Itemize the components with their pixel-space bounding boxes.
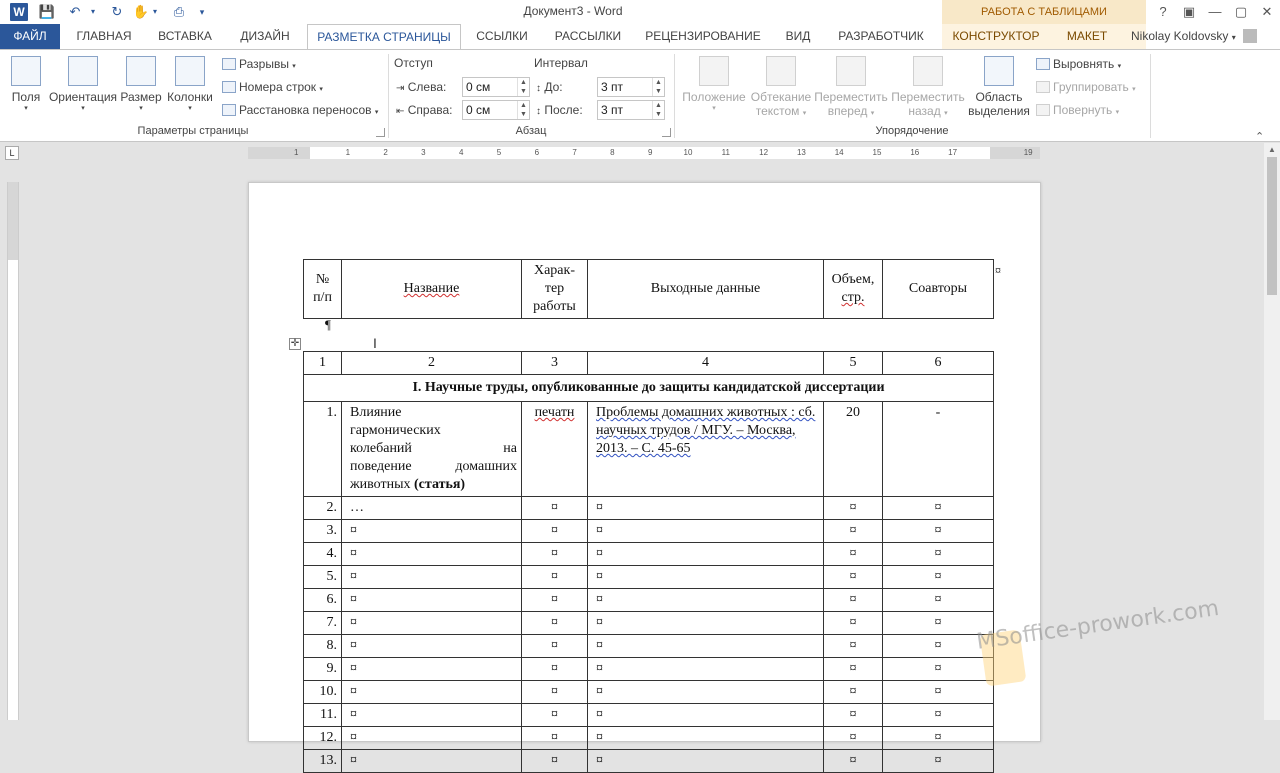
title-cell[interactable]: ¤: [342, 520, 522, 543]
spacing-after-input[interactable]: [597, 100, 665, 120]
tab-mailings[interactable]: РАССЫЛКИ: [554, 29, 622, 43]
number-cell[interactable]: 3: [522, 352, 588, 375]
send-backward-label-2-text: назад: [908, 104, 941, 118]
selection-pane-button[interactable]: [968, 54, 1030, 118]
page-setup-launcher-icon[interactable]: [376, 128, 385, 137]
group-label: Группировать: [1053, 80, 1129, 94]
section-heading-row: [304, 375, 994, 402]
scroll-up-icon[interactable]: ▲: [1268, 145, 1276, 154]
numbers-row: [304, 352, 994, 375]
ruler-number: 7: [572, 148, 577, 157]
cell-mark[interactable]: ¤: [588, 750, 824, 773]
row-number-cell[interactable]: 1.: [304, 402, 342, 497]
avatar[interactable]: [1243, 29, 1257, 43]
ruler-number: 10: [683, 148, 693, 157]
tab-design[interactable]: ДИЗАЙН: [240, 29, 290, 43]
cell-mark[interactable]: ¤: [342, 704, 522, 727]
spacing-title: Интервал: [534, 56, 588, 70]
hyphenation-label: Расстановка переносов: [239, 103, 372, 117]
orientation-icon: [68, 56, 98, 86]
coauthors-cell[interactable]: -: [883, 402, 994, 497]
table-row: [304, 402, 994, 497]
cell-mark[interactable]: ¤: [883, 750, 994, 773]
cell-mark[interactable]: ¤: [588, 704, 824, 727]
cell-mark[interactable]: ¤: [522, 635, 588, 658]
undo-icon[interactable]: ↶: [69, 4, 81, 19]
header-cell-number[interactable]: [304, 260, 342, 319]
row-number-cell[interactable]: 6.: [304, 589, 342, 612]
line-numbers-label: Номера строк: [239, 80, 317, 94]
maximize-button[interactable]: ▢: [1234, 4, 1248, 19]
breaks-label: Разрывы: [239, 57, 289, 71]
position-label: Положение: [682, 90, 746, 104]
table-row: [304, 681, 994, 704]
collapse-ribbon-icon[interactable]: ⌃: [1255, 131, 1265, 143]
arrange-group-label: Упорядочение: [875, 125, 949, 137]
wrap-text-label-2: [749, 104, 813, 118]
cell-mark[interactable]: ¤: [883, 589, 994, 612]
spacing-before-text: До:: [544, 80, 563, 94]
user-account[interactable]: [1131, 24, 1257, 49]
ruler-number: 15: [872, 148, 882, 157]
selection-pane-label-1: Область: [975, 90, 1023, 104]
cell-mark[interactable]: ¤: [824, 520, 883, 543]
header-type-line3: работы: [533, 299, 576, 314]
cell-mark[interactable]: ¤: [522, 589, 588, 612]
tab-home[interactable]: ГЛАВНАЯ: [76, 29, 132, 43]
indent-right-text: Справа:: [407, 103, 453, 117]
bring-forward-label-1: Переместить: [814, 90, 888, 104]
send-backward-label-2: [890, 104, 966, 118]
wrap-text-label-2-text: текстом: [755, 104, 800, 118]
group-icon: [1036, 81, 1050, 93]
header-cell-pages[interactable]: [824, 260, 883, 319]
position-button[interactable]: [680, 54, 748, 112]
cell-mark[interactable]: ¤: [522, 566, 588, 589]
ruler-number: 5: [496, 148, 502, 157]
cell-mark[interactable]: ¤: [522, 520, 588, 543]
ribbon-tab-bar: [0, 24, 1280, 49]
table-row: [304, 520, 994, 543]
cell-mark[interactable]: ¤: [522, 681, 588, 704]
redo-icon[interactable]: ↻: [111, 4, 123, 19]
breaks-dropdown-icon: ▾: [292, 63, 296, 70]
wrap-text-button[interactable]: [749, 54, 813, 118]
table-row: [304, 635, 994, 658]
touch-mode-icon[interactable]: ✋: [132, 4, 150, 19]
print-preview-icon[interactable]: ⎙: [173, 4, 185, 19]
header-cell-coauthors[interactable]: [883, 260, 994, 319]
breaks-button[interactable]: [222, 54, 296, 74]
title-cell[interactable]: [342, 402, 522, 497]
selection-pane-icon: [984, 56, 1014, 86]
ruler-number: 8: [610, 148, 615, 157]
indent-right-stepper[interactable]: ▲ ▼: [517, 101, 529, 119]
main-table[interactable]: [303, 351, 994, 773]
output-cell[interactable]: [588, 402, 824, 497]
spacing-before-icon: ↕: [536, 83, 541, 94]
cell-mark[interactable]: ¤: [588, 543, 824, 566]
orientation-label: Ориентация: [48, 90, 118, 104]
cell-mark[interactable]: ¤: [588, 589, 824, 612]
close-button[interactable]: ✕: [1261, 4, 1273, 19]
tab-table-layout[interactable]: МАКЕТ: [1066, 29, 1108, 43]
send-backward-label-1: Переместить: [891, 90, 965, 104]
row-number-cell[interactable]: 7.: [304, 612, 342, 635]
cell-mark[interactable]: ¤: [883, 612, 994, 635]
output-text: Проблемы домашних животных : сб. научных трудов / МГУ. – Москва, 2013. – С. 45-65: [596, 405, 816, 456]
vertical-scrollbar[interactable]: [1264, 143, 1280, 720]
margins-button[interactable]: [8, 54, 44, 112]
row-number-cell[interactable]: 2.: [304, 497, 342, 520]
cell-mark[interactable]: ¤: [522, 704, 588, 727]
indent-left-value: 0 см: [466, 80, 491, 94]
ruler-number: 3: [421, 148, 426, 157]
spacing-after-text: После:: [544, 103, 583, 117]
empty-rows: [304, 543, 994, 773]
tab-file[interactable]: ФАЙЛ: [0, 24, 60, 49]
cell-mark[interactable]: ¤: [342, 566, 522, 589]
user-dropdown-icon[interactable]: ▾: [1231, 33, 1236, 42]
ruler-number: 4: [458, 148, 464, 157]
indent-right-input[interactable]: [462, 100, 530, 120]
indent-right-label: [396, 100, 453, 120]
document-page[interactable]: [248, 182, 1041, 768]
header-type-line1: Харак-: [533, 263, 575, 278]
columns-icon: [175, 56, 205, 86]
selection-pane-label-2: выделения: [968, 104, 1030, 118]
cell-mark[interactable]: ¤: [824, 543, 883, 566]
ruler-number: 9: [647, 148, 653, 157]
ruler-row: [0, 143, 1280, 162]
tab-insert[interactable]: ВСТАВКА: [158, 29, 212, 43]
undo-dropdown-icon[interactable]: ▾: [90, 7, 95, 16]
spacing-before-value: 3 пт: [601, 80, 624, 94]
table-row: [304, 658, 994, 681]
spacing-after-label: [536, 100, 583, 120]
cell-mark[interactable]: ¤: [824, 681, 883, 704]
title-last-word: животных: [350, 477, 411, 492]
hyphenation-button[interactable]: [222, 100, 378, 120]
indent-left-stepper[interactable]: ▲ ▼: [517, 78, 529, 96]
number-cell[interactable]: 6: [883, 352, 994, 375]
margins-dropdown-icon: ▾: [24, 105, 28, 112]
header-output-text: Выходные данные: [650, 281, 761, 296]
row-number-cell[interactable]: 10.: [304, 681, 342, 704]
ruler-number: 2: [383, 148, 388, 157]
cell-mark[interactable]: ¤: [342, 543, 522, 566]
wrap-text-icon: [766, 56, 796, 86]
header-row: [304, 260, 994, 319]
columns-button[interactable]: [164, 54, 216, 112]
ruler-number: 1: [345, 148, 351, 157]
vertical-ruler[interactable]: [7, 182, 19, 720]
title-line: поведение домашних: [350, 459, 517, 474]
help-icon[interactable]: ?: [1159, 4, 1167, 19]
cell-mark[interactable]: ¤: [588, 681, 824, 704]
cell-mark[interactable]: ¤: [342, 589, 522, 612]
spacing-before-input[interactable]: [597, 77, 665, 97]
cell-mark[interactable]: ¤: [588, 658, 824, 681]
table-tools-context-title: РАБОТА С ТАБЛИЦАМИ: [942, 0, 1146, 24]
scrollbar-thumb[interactable]: [1267, 157, 1277, 295]
tab-review[interactable]: РЕЦЕНЗИРОВАНИЕ: [645, 29, 761, 43]
paragraph-group-label: Абзац: [515, 125, 547, 137]
cell-mark[interactable]: ¤: [342, 612, 522, 635]
group-separator: [674, 54, 675, 138]
row-number-cell[interactable]: 4.: [304, 543, 342, 566]
cell-mark[interactable]: ¤: [588, 497, 824, 520]
position-icon: [699, 56, 729, 86]
type-cell[interactable]: [522, 402, 588, 497]
touch-dropdown-icon[interactable]: ▾: [152, 7, 157, 16]
indent-left-input[interactable]: [462, 77, 530, 97]
row-number-cell[interactable]: 12.: [304, 727, 342, 750]
spacing-after-stepper[interactable]: ▲ ▼: [652, 101, 664, 119]
line-numbers-icon: [222, 81, 236, 93]
ruler-number: 1: [293, 148, 299, 157]
document-title: Документ3 - Word: [523, 4, 623, 18]
ruler-number: 14: [834, 148, 844, 157]
type-text: печатн: [534, 405, 575, 420]
cell-mark[interactable]: ¤: [883, 658, 994, 681]
send-backward-dropdown-icon: ▾: [944, 110, 948, 117]
ribbon-display-options-icon[interactable]: ▣: [1182, 4, 1196, 19]
columns-dropdown-icon: ▾: [188, 105, 192, 112]
rotate-label: Повернуть: [1053, 103, 1113, 117]
table-row: [304, 704, 994, 727]
hyphenation-dropdown-icon: ▾: [374, 109, 379, 116]
line-numbers-button[interactable]: [222, 77, 323, 97]
ruler-number: 12: [759, 148, 769, 157]
cell-mark[interactable]: ¤: [342, 658, 522, 681]
tab-page-layout[interactable]: РАЗМЕТКА СТРАНИЦЫ: [307, 24, 461, 50]
rotate-button[interactable]: [1036, 100, 1119, 120]
header-number-line2: п/п: [313, 290, 332, 305]
vertical-ruler-margin: [8, 182, 18, 260]
row-number-cell[interactable]: 5.: [304, 566, 342, 589]
horizontal-ruler[interactable]: [248, 147, 1040, 159]
cell-mark[interactable]: ¤: [824, 589, 883, 612]
table-row: [304, 497, 994, 520]
cell-mark[interactable]: ¤: [883, 497, 994, 520]
size-button[interactable]: [120, 54, 162, 112]
paragraph-launcher-icon[interactable]: [662, 128, 671, 137]
header-title-text: Название: [403, 281, 460, 296]
cell-mark[interactable]: ¤: [588, 520, 824, 543]
cell-mark[interactable]: ¤: [522, 750, 588, 773]
page-setup-group-label: Параметры страницы: [137, 125, 249, 137]
bring-forward-dropdown-icon: ▾: [870, 110, 875, 117]
header-type-line2: тер: [544, 281, 565, 296]
cell-mark[interactable]: ¤: [883, 681, 994, 704]
table-row: [304, 543, 994, 566]
ruler-number: 16: [910, 148, 920, 157]
table-row: [304, 750, 994, 773]
group-separator: [388, 54, 389, 138]
margins-icon: [11, 56, 41, 86]
user-name[interactable]: Nikolay Koldovsky: [1131, 29, 1229, 43]
indent-title: Отступ: [394, 56, 433, 70]
bring-forward-label-2: [814, 104, 888, 118]
header-pages-line2: стр.: [841, 290, 865, 305]
cell-mark[interactable]: ¤: [588, 566, 824, 589]
line-numbers-dropdown-icon: ▾: [319, 86, 323, 93]
title-bold-suffix: (статья): [414, 477, 466, 492]
watermark: MSoffice-prowork.com: [975, 595, 1221, 655]
group-separator: [1150, 54, 1151, 138]
spacing-after-icon: ↕: [536, 106, 541, 117]
header-cell-type[interactable]: [522, 260, 588, 319]
align-button[interactable]: [1036, 54, 1121, 74]
cell-mark[interactable]: ¤: [522, 543, 588, 566]
spacing-before-label: [536, 77, 563, 97]
ruler-number: 6: [534, 148, 540, 157]
header-number-line1: №: [315, 272, 330, 287]
section-heading[interactable]: I. Научные труды, опубликованные до защиты кандидатской диссертации: [304, 375, 994, 402]
align-dropdown-icon: ▾: [1117, 63, 1122, 70]
number-cell[interactable]: 1: [304, 352, 342, 375]
ruler-number: 11: [721, 148, 730, 157]
cell-mark[interactable]: ¤: [342, 635, 522, 658]
indent-right-value: 0 см: [466, 103, 491, 117]
indent-left-text: Слева:: [407, 80, 447, 94]
cell-mark[interactable]: ¤: [824, 635, 883, 658]
cell-mark[interactable]: ¤: [522, 612, 588, 635]
size-dropdown-icon: ▾: [139, 105, 143, 112]
table-row: [304, 566, 994, 589]
bring-forward-button[interactable]: [814, 54, 888, 118]
row-end-mark: ¤: [995, 263, 1001, 277]
spacing-before-stepper[interactable]: ▲ ▼: [652, 78, 664, 96]
paragraph-mark: ¶: [325, 317, 331, 332]
tab-view[interactable]: ВИД: [785, 29, 811, 43]
rotate-icon: [1036, 104, 1050, 116]
position-dropdown-icon: ▾: [712, 105, 716, 112]
title-bar: [0, 0, 1280, 24]
cell-mark[interactable]: ¤: [588, 727, 824, 750]
spacing-after-value: 3 пт: [601, 103, 624, 117]
cell-mark[interactable]: ¤: [883, 704, 994, 727]
cell-mark[interactable]: ¤: [883, 635, 994, 658]
row-number-cell[interactable]: 8.: [304, 635, 342, 658]
table-move-handle-icon[interactable]: ✛: [290, 338, 300, 349]
ruler-number: 17: [948, 148, 958, 157]
indent-left-label: [396, 77, 446, 97]
title-line: гармонических: [350, 423, 441, 438]
cell-mark[interactable]: ¤: [824, 750, 883, 773]
cell-mark[interactable]: ¤: [522, 727, 588, 750]
cell-mark[interactable]: ¤: [883, 566, 994, 589]
tab-references[interactable]: ССЫЛКИ: [476, 29, 528, 43]
table-row: [304, 612, 994, 635]
title-line: [350, 476, 517, 494]
ruler-number: 13: [796, 148, 806, 157]
size-label: Размер: [120, 90, 162, 104]
text-cursor-icon: I: [373, 335, 377, 351]
cell-mark[interactable]: ¤: [883, 727, 994, 750]
row-number-cell[interactable]: 3.: [304, 520, 342, 543]
cell-mark[interactable]: ¤: [824, 612, 883, 635]
pages-cell[interactable]: 20: [824, 402, 883, 497]
save-icon[interactable]: 💾: [38, 4, 56, 19]
row-number-cell[interactable]: 11.: [304, 704, 342, 727]
cell-mark[interactable]: ¤: [588, 612, 824, 635]
cell-mark[interactable]: ¤: [522, 658, 588, 681]
cell-mark[interactable]: ¤: [522, 497, 588, 520]
ruler-number: 19: [1023, 148, 1033, 157]
orientation-button[interactable]: [48, 54, 118, 112]
cell-mark[interactable]: ¤: [824, 704, 883, 727]
breaks-icon: [222, 58, 236, 70]
hyphenation-icon: [222, 104, 236, 116]
cell-mark[interactable]: ¤: [342, 681, 522, 704]
tab-table-design[interactable]: КОНСТРУКТОР: [952, 29, 1040, 43]
wrap-text-dropdown-icon: ▾: [802, 110, 807, 117]
cell-mark[interactable]: ¤: [342, 727, 522, 750]
margins-label: Поля: [11, 90, 41, 104]
orientation-dropdown-icon: ▾: [81, 105, 85, 112]
number-cell[interactable]: 2: [342, 352, 522, 375]
tab-selector[interactable]: L: [5, 146, 19, 160]
cell-mark[interactable]: ¤: [883, 543, 994, 566]
group-dropdown-icon: ▾: [1132, 86, 1136, 93]
cell-mark[interactable]: ¤: [883, 520, 994, 543]
cell-mark[interactable]: ¤: [824, 658, 883, 681]
cell-mark[interactable]: ¤: [824, 727, 883, 750]
header-coauthors-text: Соавторы: [908, 281, 968, 296]
title-cell[interactable]: …: [342, 497, 522, 520]
indent-left-icon: ⇥: [396, 83, 405, 94]
title-line: Влияние: [350, 405, 402, 420]
minimize-button[interactable]: —: [1208, 4, 1222, 19]
rotate-dropdown-icon: ▾: [1115, 109, 1120, 116]
customize-quick-access-icon[interactable]: ▾: [199, 7, 205, 17]
send-backward-icon: [913, 56, 943, 86]
cell-mark[interactable]: ¤: [824, 566, 883, 589]
header-cell-title[interactable]: [342, 260, 522, 319]
header-table[interactable]: [303, 259, 994, 319]
bring-forward-icon: [836, 56, 866, 86]
header-pages-line1: Объем,: [831, 272, 875, 287]
align-label: Выровнять: [1053, 57, 1115, 71]
bring-forward-label-2-text: вперед: [827, 104, 868, 118]
wrap-text-label-1: Обтекание: [750, 90, 812, 104]
send-backward-button[interactable]: [890, 54, 966, 118]
group-button[interactable]: [1036, 77, 1136, 97]
ribbon: [0, 49, 1280, 142]
columns-label: Колонки: [167, 90, 213, 104]
number-cell[interactable]: 4: [588, 352, 824, 375]
cell-mark[interactable]: ¤: [824, 497, 883, 520]
title-line: колебаний на: [350, 441, 517, 456]
header-cell-output[interactable]: [588, 260, 824, 319]
row-number-cell[interactable]: 13.: [304, 750, 342, 773]
number-cell[interactable]: 5: [824, 352, 883, 375]
cell-mark[interactable]: ¤: [342, 750, 522, 773]
align-icon: [1036, 58, 1050, 70]
size-icon: [126, 56, 156, 86]
row-number-cell[interactable]: 9.: [304, 658, 342, 681]
table-row: [304, 727, 994, 750]
cell-mark[interactable]: ¤: [588, 635, 824, 658]
indent-right-icon: ⇤: [396, 106, 405, 117]
tab-developer[interactable]: РАЗРАБОТЧИК: [838, 29, 924, 43]
word-app-icon[interactable]: W: [10, 3, 28, 21]
table-row: [304, 589, 994, 612]
